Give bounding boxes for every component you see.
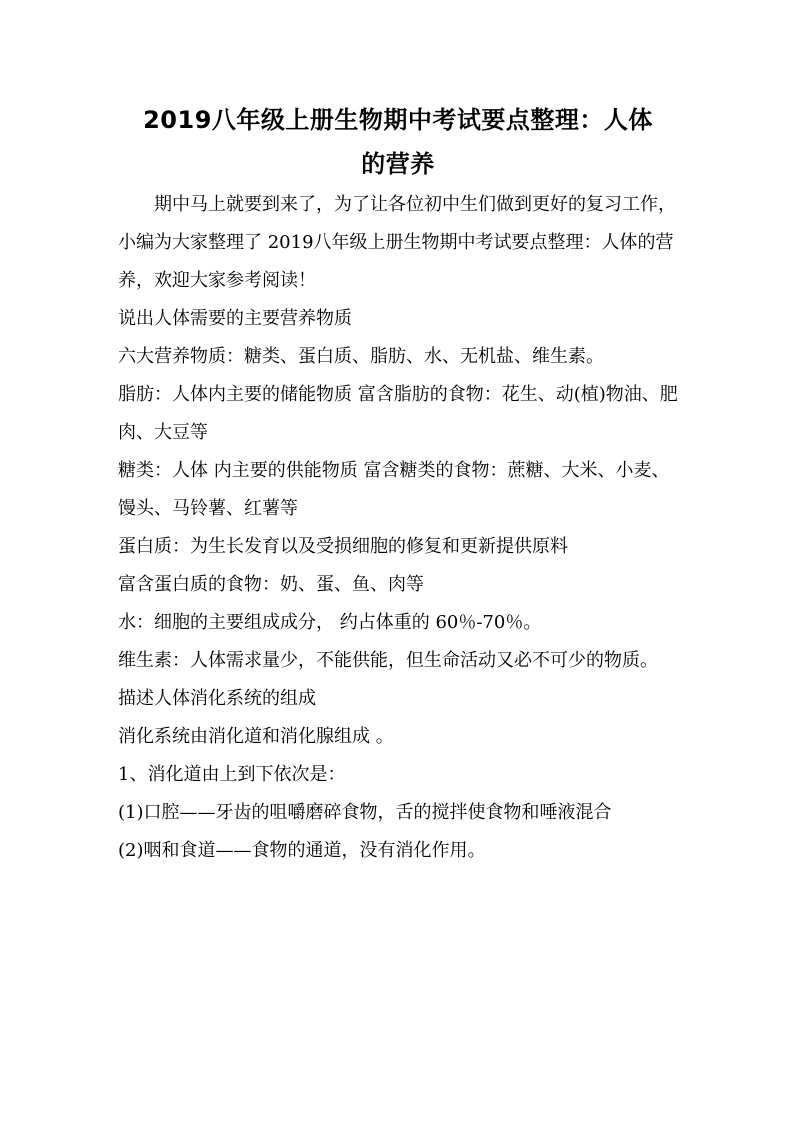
paragraph-tract-order: 1、消化道由上到下依次是：	[118, 764, 346, 785]
section-heading-digestive: 描述人体消化系统的组成	[118, 688, 316, 709]
paragraph-six-nutrients: 六大营养物质：糖类、蛋白质、脂肪、水、无机盐、维生素。	[118, 346, 604, 367]
paragraph-sugar: 糖类：人体 内主要的供能物质 富含糖类的食物：蔗糖、大米、小麦、馒头、马铃薯、红薯等	[118, 460, 670, 519]
paragraph-vitamin: 维生素：人体需求量少，不能供能，但生命活动又必不可少的物质。	[118, 650, 658, 671]
list-item-pharynx: (2)咽和食道——食物的通道，没有消化作用。	[118, 840, 486, 861]
list-item-mouth: (1)口腔——牙齿的咀嚼磨碎食物，舌的搅拌使食物和唾液混合	[118, 802, 612, 823]
paragraph-protein: 蛋白质：为生长发育以及受损细胞的修复和更新提供原料	[118, 536, 568, 557]
paragraph-digestive-system: 消化系统由消化道和消化腺组成 。	[118, 726, 394, 747]
document-title	[118, 98, 678, 186]
document-page	[118, 98, 678, 870]
intro-paragraph: 期中马上就要到来了，为了让各位初中生们做到更好的复习工作，小编为大家整理了 2019八年级上册生物期中考试要点整理：人体的营养，欢迎大家参考阅读！	[118, 194, 676, 291]
title-line-1: 2019八年级上册生物期中考试要点整理：人体	[143, 106, 653, 134]
section-heading-nutrients: 说出人体需要的主要营养物质	[118, 308, 352, 329]
title-line-2: 的营养	[361, 150, 435, 178]
paragraph-protein-foods: 富含蛋白质的食物：奶、蛋、鱼、肉等	[118, 574, 424, 595]
paragraph-fat: 脂肪：人体内主要的储能物质 富含脂肪的食物：花生、动(植)物油、肥肉、大豆等	[118, 384, 678, 443]
paragraph-water: 水：细胞的主要组成成分， 约占体重的 60％-70％。	[118, 612, 542, 633]
